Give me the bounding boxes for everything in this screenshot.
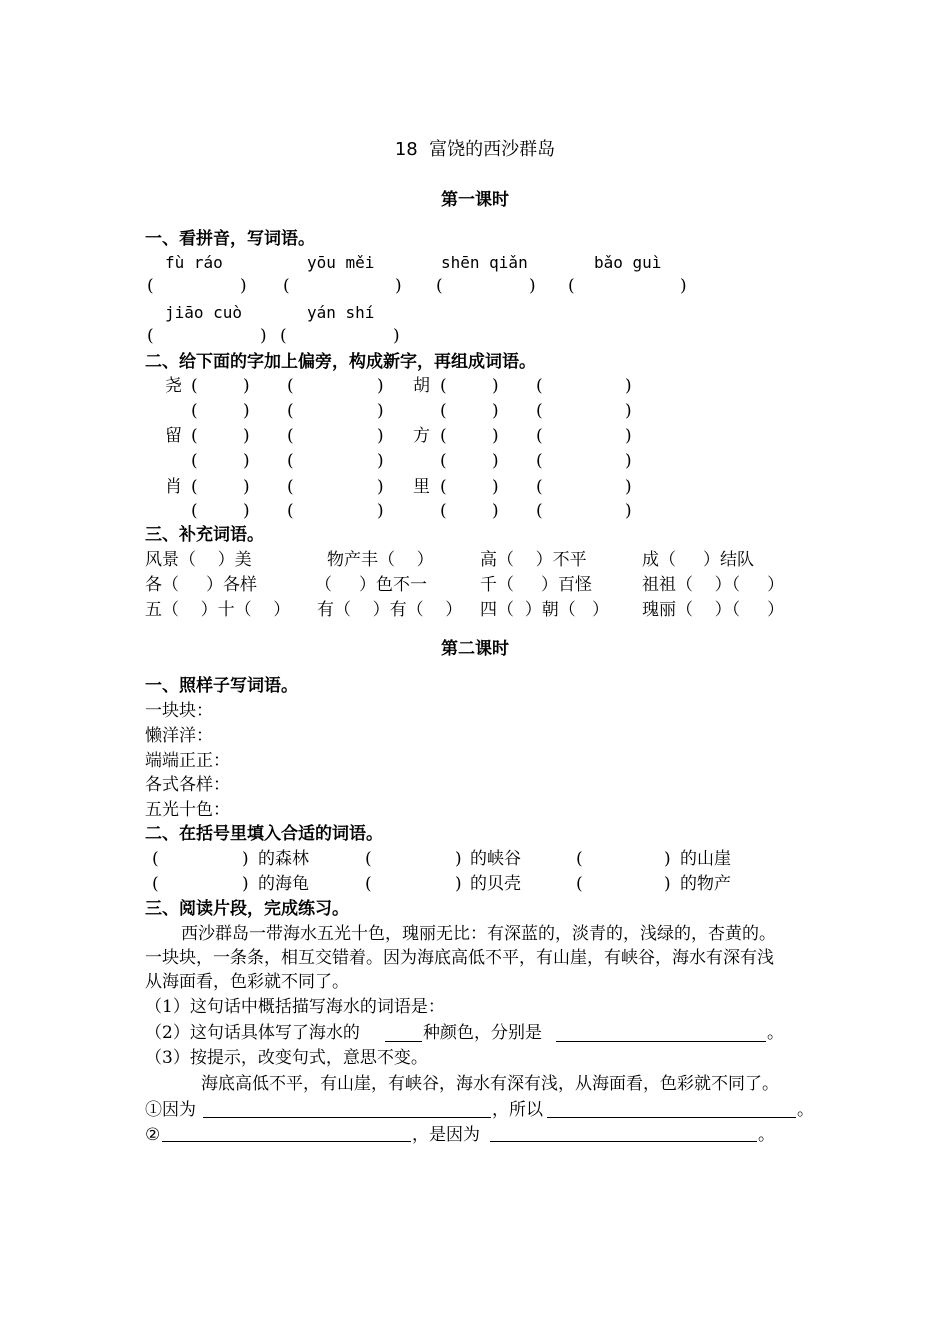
base-char: 留 [165, 426, 182, 446]
answer-line[interactable] [556, 1041, 766, 1042]
idiom-item: 瑰丽（ ）（ ） [642, 600, 785, 620]
answer-1-b: ，所以 [492, 1100, 543, 1120]
radical-blank-close: ) [625, 401, 632, 421]
radical-blank-open: ( [440, 426, 447, 446]
radical-blank-close: ) [377, 401, 384, 421]
answer-line[interactable] [547, 1117, 796, 1118]
radical-blank-close: ) [243, 426, 250, 446]
fill-close: ) [455, 849, 462, 869]
radical-blank-close: ) [377, 501, 384, 521]
l1-sec3-heading: 三、补充词语。 [145, 525, 264, 545]
radical-blank-open: ( [536, 426, 543, 446]
radical-blank-close: ) [243, 401, 250, 421]
idiom-item: 四（ ）朝（ ） [480, 600, 610, 620]
radical-blank-open: ( [191, 451, 198, 471]
radical-blank-open: ( [287, 451, 294, 471]
radical-blank-open: ( [536, 401, 543, 421]
radical-blank-open: ( [191, 376, 198, 396]
radical-blank-open: ( [287, 501, 294, 521]
radical-blank-close: ) [243, 451, 250, 471]
fill-open: ( [576, 849, 583, 869]
radical-blank-close: ) [625, 501, 632, 521]
radical-blank-open: ( [536, 451, 543, 471]
blank-open: ( [280, 326, 287, 346]
radical-blank-close: ) [243, 477, 250, 497]
pinyin-6: yán shí [307, 303, 375, 322]
pinyin-2: yōu měi [307, 253, 375, 272]
idiom-item: 祖祖（ ）（ ） [642, 575, 785, 595]
radical-blank-close: ) [492, 426, 499, 446]
question-2-a: （2）这句话具体写了海水的 [145, 1023, 360, 1043]
radical-blank-close: ) [625, 376, 632, 396]
lesson-1-heading: 第一课时 [441, 190, 509, 210]
idiom-item: （ ）色不一 [315, 575, 428, 595]
base-char: 方 [413, 426, 430, 446]
pattern-item: 端端正正： [145, 751, 230, 771]
fill-close: ) [664, 874, 671, 894]
idiom-item: 高（ ）不平 [480, 550, 587, 570]
radical-blank-close: ) [492, 376, 499, 396]
answer-2-a: ② [145, 1125, 161, 1145]
radical-blank-open: ( [191, 477, 198, 497]
pinyin-4: bǎo guì [594, 253, 662, 272]
radical-blank-close: ) [377, 426, 384, 446]
radical-blank-open: ( [191, 426, 198, 446]
radical-blank-close: ) [492, 501, 499, 521]
blank-close: ) [240, 276, 247, 296]
radical-blank-open: ( [440, 401, 447, 421]
radical-blank-open: ( [287, 426, 294, 446]
fill-close: ) [455, 874, 462, 894]
radical-blank-close: ) [377, 451, 384, 471]
fill-suffix: 的山崖 [680, 849, 731, 869]
radical-blank-close: ) [492, 401, 499, 421]
blank-close: ) [260, 326, 267, 346]
radical-blank-open: ( [440, 451, 447, 471]
pinyin-1: fù ráo [165, 253, 223, 272]
blank-open: ( [568, 276, 575, 296]
answer-2-b: ，是因为 [412, 1125, 480, 1145]
radical-blank-open: ( [287, 477, 294, 497]
fill-open: ( [152, 849, 159, 869]
radical-blank-close: ) [377, 477, 384, 497]
blank-close: ) [395, 276, 402, 296]
radical-blank-open: ( [536, 376, 543, 396]
radical-blank-close: ) [377, 376, 384, 396]
fill-suffix: 的贝壳 [470, 874, 521, 894]
page-title: 18 富饶的西沙群岛 [394, 139, 556, 160]
l2-sec1-heading: 一、照样子写词语。 [145, 676, 298, 696]
idiom-item: 有（ ）有（ ） [317, 600, 463, 620]
radical-blank-open: ( [440, 501, 447, 521]
radical-blank-close: ) [625, 451, 632, 471]
l2-sec2-heading: 二、在括号里填入合适的词语。 [145, 824, 383, 844]
blank-open: ( [283, 276, 290, 296]
passage-line: 西沙群岛一带海水五光十色，瑰丽无比：有深蓝的，淡青的，浅绿的，杏黄的。 [181, 924, 776, 944]
idiom-item: 物产丰（ ） [327, 550, 434, 570]
idiom-item: 各（ ）各样 [145, 575, 258, 595]
question-2-c: 。 [767, 1023, 784, 1043]
radical-blank-close: ) [492, 451, 499, 471]
fill-open: ( [152, 874, 159, 894]
blank-open: ( [147, 326, 154, 346]
radical-blank-open: ( [440, 376, 447, 396]
answer-line[interactable] [490, 1141, 757, 1142]
answer-line[interactable] [162, 1141, 411, 1142]
fill-suffix: 的物产 [680, 874, 731, 894]
l1-sec2-heading: 二、给下面的字加上偏旁，构成新字，再组成词语。 [145, 352, 536, 372]
pattern-item: 五光十色： [145, 800, 230, 820]
answer-2-c: 。 [758, 1125, 775, 1145]
radical-blank-close: ) [492, 477, 499, 497]
answer-line[interactable] [203, 1117, 491, 1118]
fill-open: ( [365, 849, 372, 869]
radical-blank-open: ( [287, 376, 294, 396]
radical-blank-open: ( [440, 477, 447, 497]
base-char: 尧 [165, 376, 182, 396]
idiom-item: 五（ ）十（ ） [145, 600, 291, 620]
base-char: 肖 [165, 477, 182, 497]
fill-close: ) [242, 849, 249, 869]
radical-blank-close: ) [625, 426, 632, 446]
blank-open: ( [147, 276, 154, 296]
pattern-item: 懒洋洋： [145, 726, 213, 746]
pinyin-5: jiāo cuò [165, 303, 243, 322]
fill-open: ( [576, 874, 583, 894]
lesson-2-heading: 第二课时 [441, 639, 509, 659]
answer-1-c: 。 [797, 1100, 814, 1120]
pinyin-3: shēn qiǎn [441, 253, 528, 272]
radical-blank-close: ) [625, 477, 632, 497]
radical-blank-open: ( [536, 477, 543, 497]
blank-close: ) [393, 326, 400, 346]
idiom-item: 成（ ）结队 [642, 550, 755, 570]
question-2-b: 种颜色，分别是 [423, 1023, 542, 1043]
fill-suffix: 的峡谷 [470, 849, 521, 869]
question-3-sentence: 海底高低不平，有山崖，有峡谷，海水有深有浅，从海面看，色彩就不同了。 [201, 1074, 779, 1094]
pattern-item: 各式各样： [145, 775, 230, 795]
fill-suffix: 的森林 [258, 849, 309, 869]
blank-open: ( [436, 276, 443, 296]
radical-blank-open: ( [191, 501, 198, 521]
radical-blank-open: ( [287, 401, 294, 421]
l1-sec1-heading: 一、看拼音，写词语。 [145, 229, 315, 249]
l2-sec3-heading: 三、阅读片段，完成练习。 [145, 899, 349, 919]
fill-close: ) [242, 874, 249, 894]
pattern-item: 一块块： [145, 701, 213, 721]
base-char: 胡 [413, 376, 430, 396]
passage-line: 一块块，一条条，相互交错着。因为海底高低不平，有山崖，有峡谷，海水有深有浅 [145, 948, 774, 968]
radical-blank-close: ) [243, 501, 250, 521]
question-1: （1）这句话中概括描写海水的词语是： [145, 997, 445, 1017]
fill-close: ) [664, 849, 671, 869]
fill-suffix: 的海龟 [258, 874, 309, 894]
answer-line[interactable] [385, 1041, 422, 1042]
fill-open: ( [365, 874, 372, 894]
passage-line: 从海面看，色彩就不同了。 [145, 972, 349, 992]
answer-1-a: ①因为 [145, 1100, 196, 1120]
blank-close: ) [680, 276, 687, 296]
blank-close: ) [529, 276, 536, 296]
radical-blank-open: ( [191, 401, 198, 421]
base-char: 里 [413, 477, 430, 497]
idiom-item: 千（ ）百怪 [480, 575, 593, 595]
question-3: （3）按提示，改变句式，意思不变。 [145, 1048, 428, 1068]
radical-blank-close: ) [243, 376, 250, 396]
radical-blank-open: ( [536, 501, 543, 521]
idiom-item: 风景（ ）美 [145, 550, 252, 570]
